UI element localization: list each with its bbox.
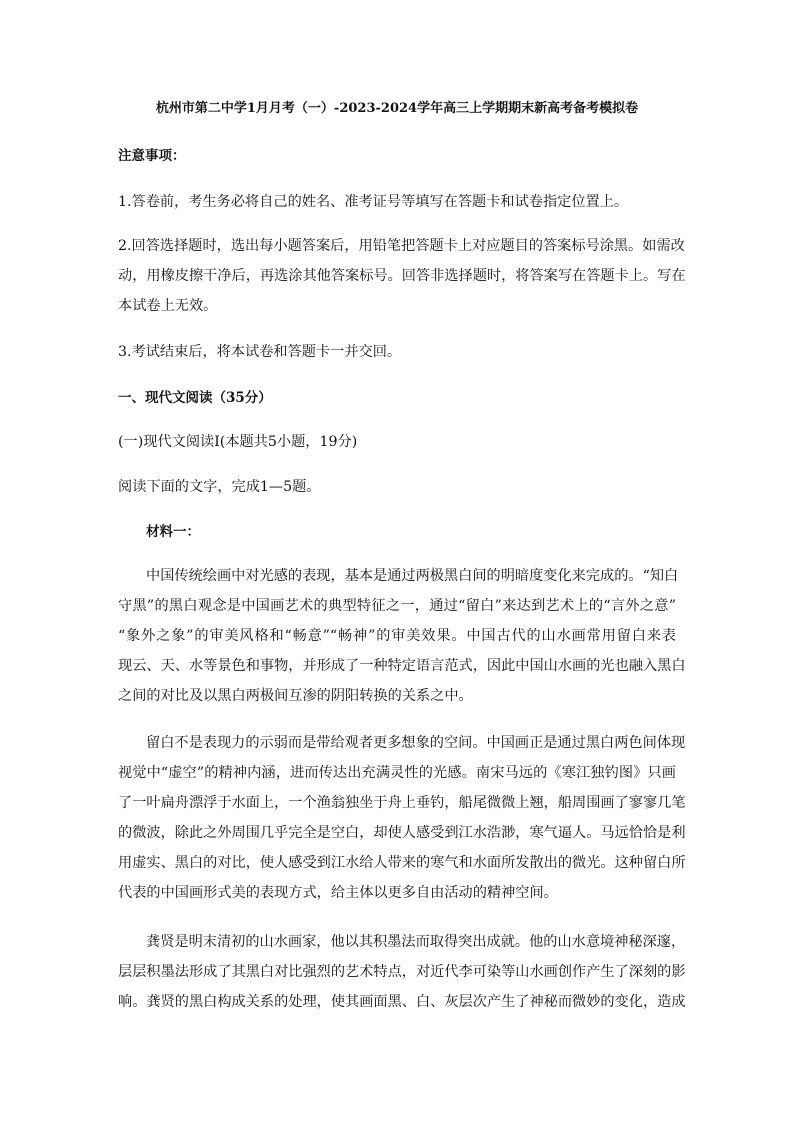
paragraph-2-line-1: 留白不是表现力的示弱而是带给观者更多想象的空间。中国画正是通过黑白两色间体现 [146, 735, 686, 751]
paragraph-1-line-4: 现云、天、水等景色和事物，并形成了一种特定语言范式，因此中国山水画的光也融入黑白 [118, 658, 686, 674]
notice-heading: 注意事项： [118, 148, 186, 164]
paragraph-1-line-5: 之间的对比及以黑白两极间互渗的阴阳转换的关系之中。 [118, 688, 473, 704]
reading-instruction: 阅读下面的文字，完成1—5题。 [118, 479, 321, 495]
instruction-item-2-line-3: 本试卷上无效。 [118, 298, 218, 314]
paragraph-3-line-2: 层层积墨法形成了其黑白对比强烈的艺术特点，对近代李可染等山水画创作产生了深刻的影 [118, 964, 686, 980]
paragraph-1-line-2: 守黑”的黑白观念是中国画艺术的典型特征之一，通过“留白”来达到艺术上的“言外之意” [118, 598, 676, 614]
paragraph-3-line-3: 响。龚贤的黑白构成关系的处理，使其画面黑、白、灰层次产生了神秘而微妙的变化，造成 [118, 994, 686, 1010]
instruction-item-2-line-2: 动，用橡皮擦干净后，再选涂其他答案标号。回答非选择题时，将答案写在答题卡上。写在 [118, 268, 686, 284]
paragraph-2-line-5: 用虚实、黑白的对比，使人感受到江水给人带来的寒气和水面所发散出的微光。这种留白所 [118, 855, 686, 871]
paragraph-2-line-4: 的微波，除此之外周围几乎完全是空白，却使人感受到江水浩渺，寒气逼人。马远恰恰是利 [118, 825, 686, 841]
instruction-item-1: 1.答卷前，考生务必将自己的姓名、准考证号等填写在答题卡和试卷指定位置上。 [118, 194, 629, 210]
paragraph-1-line-3: “象外之象”的审美风格和“畅意”“畅神”的审美效果。中国古代的山水画常用留白来表 [118, 628, 676, 644]
paragraph-1-line-1: 中国传统绘画中对光感的表现，基本是通过两极黑白间的明暗度变化来完成的。“知白 [146, 568, 679, 584]
instruction-item-3: 3.考试结束后，将本试卷和答题卡一并交回。 [118, 344, 402, 360]
paragraph-2-line-6: 代表的中国画形式美的表现方式，给主体以更多自由活动的精神空间。 [118, 885, 558, 901]
section-heading: 一、现代文阅读（35分） [118, 390, 272, 406]
document-title: 杭州市第二中学1月月考（一）-2023-2024学年高三上学期期末新高考备考模拟卷 [155, 101, 639, 116]
instruction-item-2-line-1: 2.回答选择题时，选出每小题答案后，用铅笔把答题卡上对应题目的答案标号涂黑。如需改 [118, 238, 685, 254]
subsection-heading: (一)现代文阅读Ⅰ(本题共5小题，19分) [118, 434, 358, 450]
material-label: 材料一： [146, 524, 200, 540]
paragraph-2-line-3: 了一叶扁舟漂浮于水面上，一个渔翁独坐于舟上垂钓，船尾微微上翘，船周围画了寥寥几笔 [118, 795, 686, 811]
paragraph-2-line-2: 视觉中“虚空”的精神内涵，进而传达出充满灵性的光感。南宋马远的《寒江独钓图》只画 [118, 765, 676, 781]
paragraph-3-line-1: 龚贤是明末清初的山水画家，他以其积墨法而取得突出成就。他的山水意境神秘深邃， [146, 934, 686, 950]
